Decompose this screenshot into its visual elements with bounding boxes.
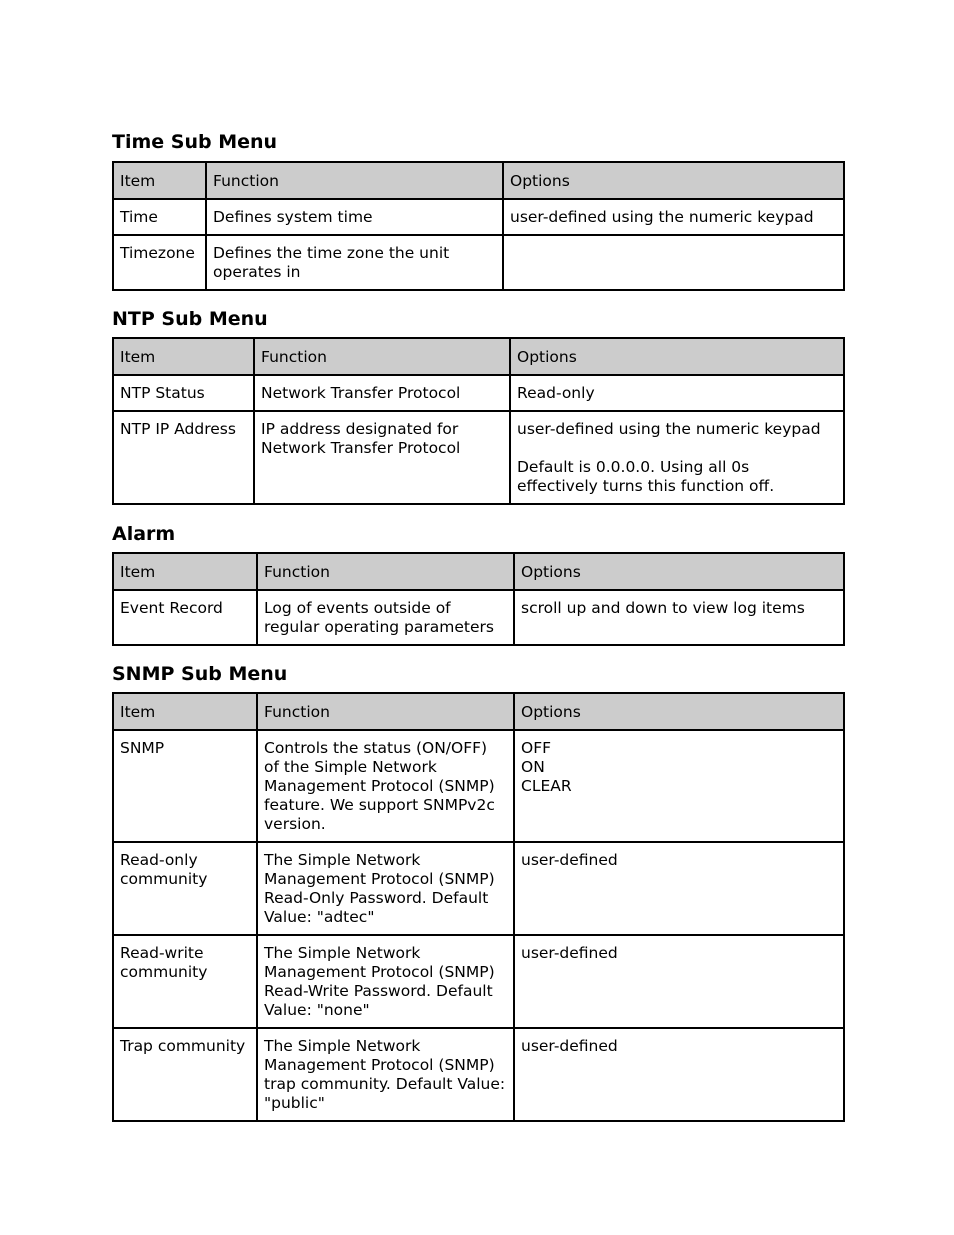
time-sub-menu-table [112,161,845,291]
section-title: Alarm [112,523,176,545]
cell-function: The Simple Network Management Protocol (SNMP) trap community. Default Value: "public" [257,1028,514,1121]
alarm-section [112,523,843,646]
cell-options: OFF ON CLEAR [514,730,844,842]
ntp-sub-menu-section [112,308,843,505]
header-options: Options [514,553,844,590]
table-row [113,375,844,411]
cell-options: user-defined using the numeric keypad Default is 0.0.0.0. Using all 0s effectively turns this function off. [510,411,844,504]
cell-item: NTP Status [113,375,254,411]
cell-function: Defines the time zone the unit operates in [206,235,503,290]
cell-options: user-defined [514,1028,844,1121]
cell-item: Read-only community [113,842,257,935]
header-options: Options [510,338,844,375]
cell-function: The Simple Network Management Protocol (SNMP) Read-Only Password. Default Value: "adtec" [257,842,514,935]
header-function: Function [257,693,514,730]
time-sub-menu-section [112,131,843,291]
table-header-row [113,553,844,590]
cell-options: user-defined [514,935,844,1028]
header-item: Item [113,553,257,590]
cell-item: Read-write community [113,935,257,1028]
cell-options: Read-only [510,375,844,411]
cell-item: Timezone [113,235,206,290]
ntp-sub-menu-table [112,337,845,505]
cell-options: user-defined using the numeric keypad [503,199,844,235]
header-options: Options [514,693,844,730]
table-row [113,842,844,935]
header-function: Function [257,553,514,590]
cell-function: Network Transfer Protocol [254,375,510,411]
section-title: NTP Sub Menu [112,308,268,330]
cell-item: Time [113,199,206,235]
table-row [113,590,844,645]
section-title: Time Sub Menu [112,131,278,153]
header-options: Options [503,162,844,199]
header-item: Item [113,693,257,730]
cell-options [503,235,844,290]
cell-options: user-defined [514,842,844,935]
cell-function: IP address designated for Network Transfer Protocol [254,411,510,504]
header-item: Item [113,162,206,199]
cell-function: Log of events outside of regular operating parameters [257,590,514,645]
cell-function: The Simple Network Management Protocol (SNMP) Read-Write Password. Default Value: "none" [257,935,514,1028]
cell-function: Controls the status (ON/OFF) of the Simple Network Management Protocol (SNMP) feature. We support SNMPv2c version. [257,730,514,842]
cell-function: Defines system time [206,199,503,235]
cell-item: SNMP [113,730,257,842]
table-row [113,935,844,1028]
snmp-sub-menu-table [112,692,845,1122]
table-header-row [113,338,844,375]
table-row [113,1028,844,1121]
table-row [113,235,844,290]
header-item: Item [113,338,254,375]
cell-options: scroll up and down to view log items [514,590,844,645]
table-row [113,411,844,504]
table-header-row [113,162,844,199]
table-header-row [113,693,844,730]
header-function: Function [254,338,510,375]
cell-item: NTP IP Address [113,411,254,504]
cell-item: Event Record [113,590,257,645]
table-row [113,199,844,235]
cell-item: Trap community [113,1028,257,1121]
section-title: SNMP Sub Menu [112,663,288,685]
snmp-sub-menu-section [112,663,843,1122]
header-function: Function [206,162,503,199]
table-row [113,730,844,842]
alarm-table [112,552,845,646]
